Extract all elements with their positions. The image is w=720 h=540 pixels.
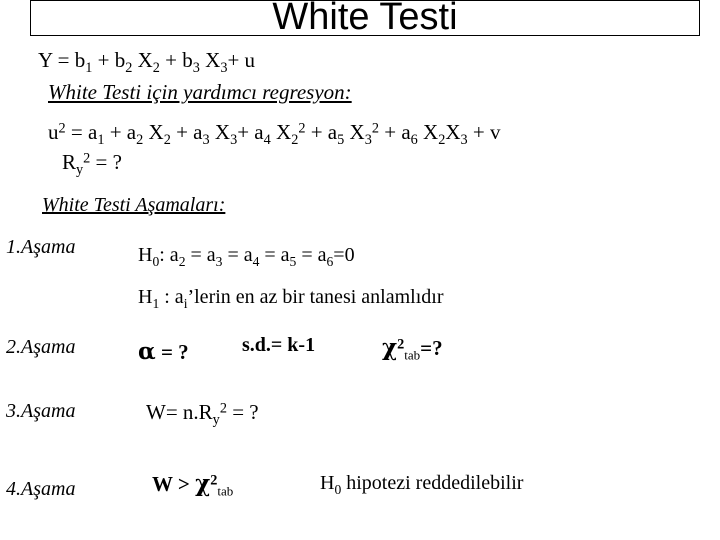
alpha-symbol: α bbox=[138, 338, 156, 365]
aux-regression-heading: White Testi için yardımcı regresyon: bbox=[48, 80, 352, 104]
white-statistic: $W= n.R_y^2$ = ? bbox=[146, 400, 259, 428]
stage-label: 2.Aşama bbox=[6, 336, 76, 358]
aux-equation: $u^2 = a_1 + a_2$ $X_2 + a_3$ $X_3+ a_4$ $X_2^2 + a_5$ $X_3^2 + a_6$ $X_2X_3 + v$ bbox=[48, 120, 501, 148]
r-squared: $R_y^2$ = ? bbox=[62, 150, 122, 178]
decision-rule: $W > \chi^2_{tab}$ bbox=[152, 470, 234, 499]
page-title: White Testi bbox=[272, 0, 458, 38]
null-hypothesis: $H_0$: $a_2 = a_3 = a_4 = a_5 = a_6=0$ bbox=[138, 244, 355, 269]
stages-heading: White Testi Aşamaları: bbox=[42, 194, 226, 216]
stage-label: 1.Aşama bbox=[6, 236, 76, 258]
stage-label: 4.Aşama bbox=[6, 478, 76, 500]
alpha-expression: α = ? bbox=[138, 338, 189, 365]
model-equation: $Y = b_1 + b_2$ $X_2 + b_3$ $X_3+ u$ bbox=[38, 48, 256, 76]
title-box bbox=[30, 0, 700, 36]
chi-square-table: $\chi^2_{tab}=$? bbox=[382, 334, 443, 363]
degrees-of-freedom: s.d.= k-1 bbox=[242, 334, 316, 356]
stage-label: 3.Aşama bbox=[6, 400, 76, 422]
decision-conclusion: $H_0$ hipotezi reddedilebilir bbox=[320, 472, 524, 497]
alternative-hypothesis: $H_1$ : $a_i’lerin$ en az bir tanesi anlamlıdır bbox=[138, 286, 444, 311]
